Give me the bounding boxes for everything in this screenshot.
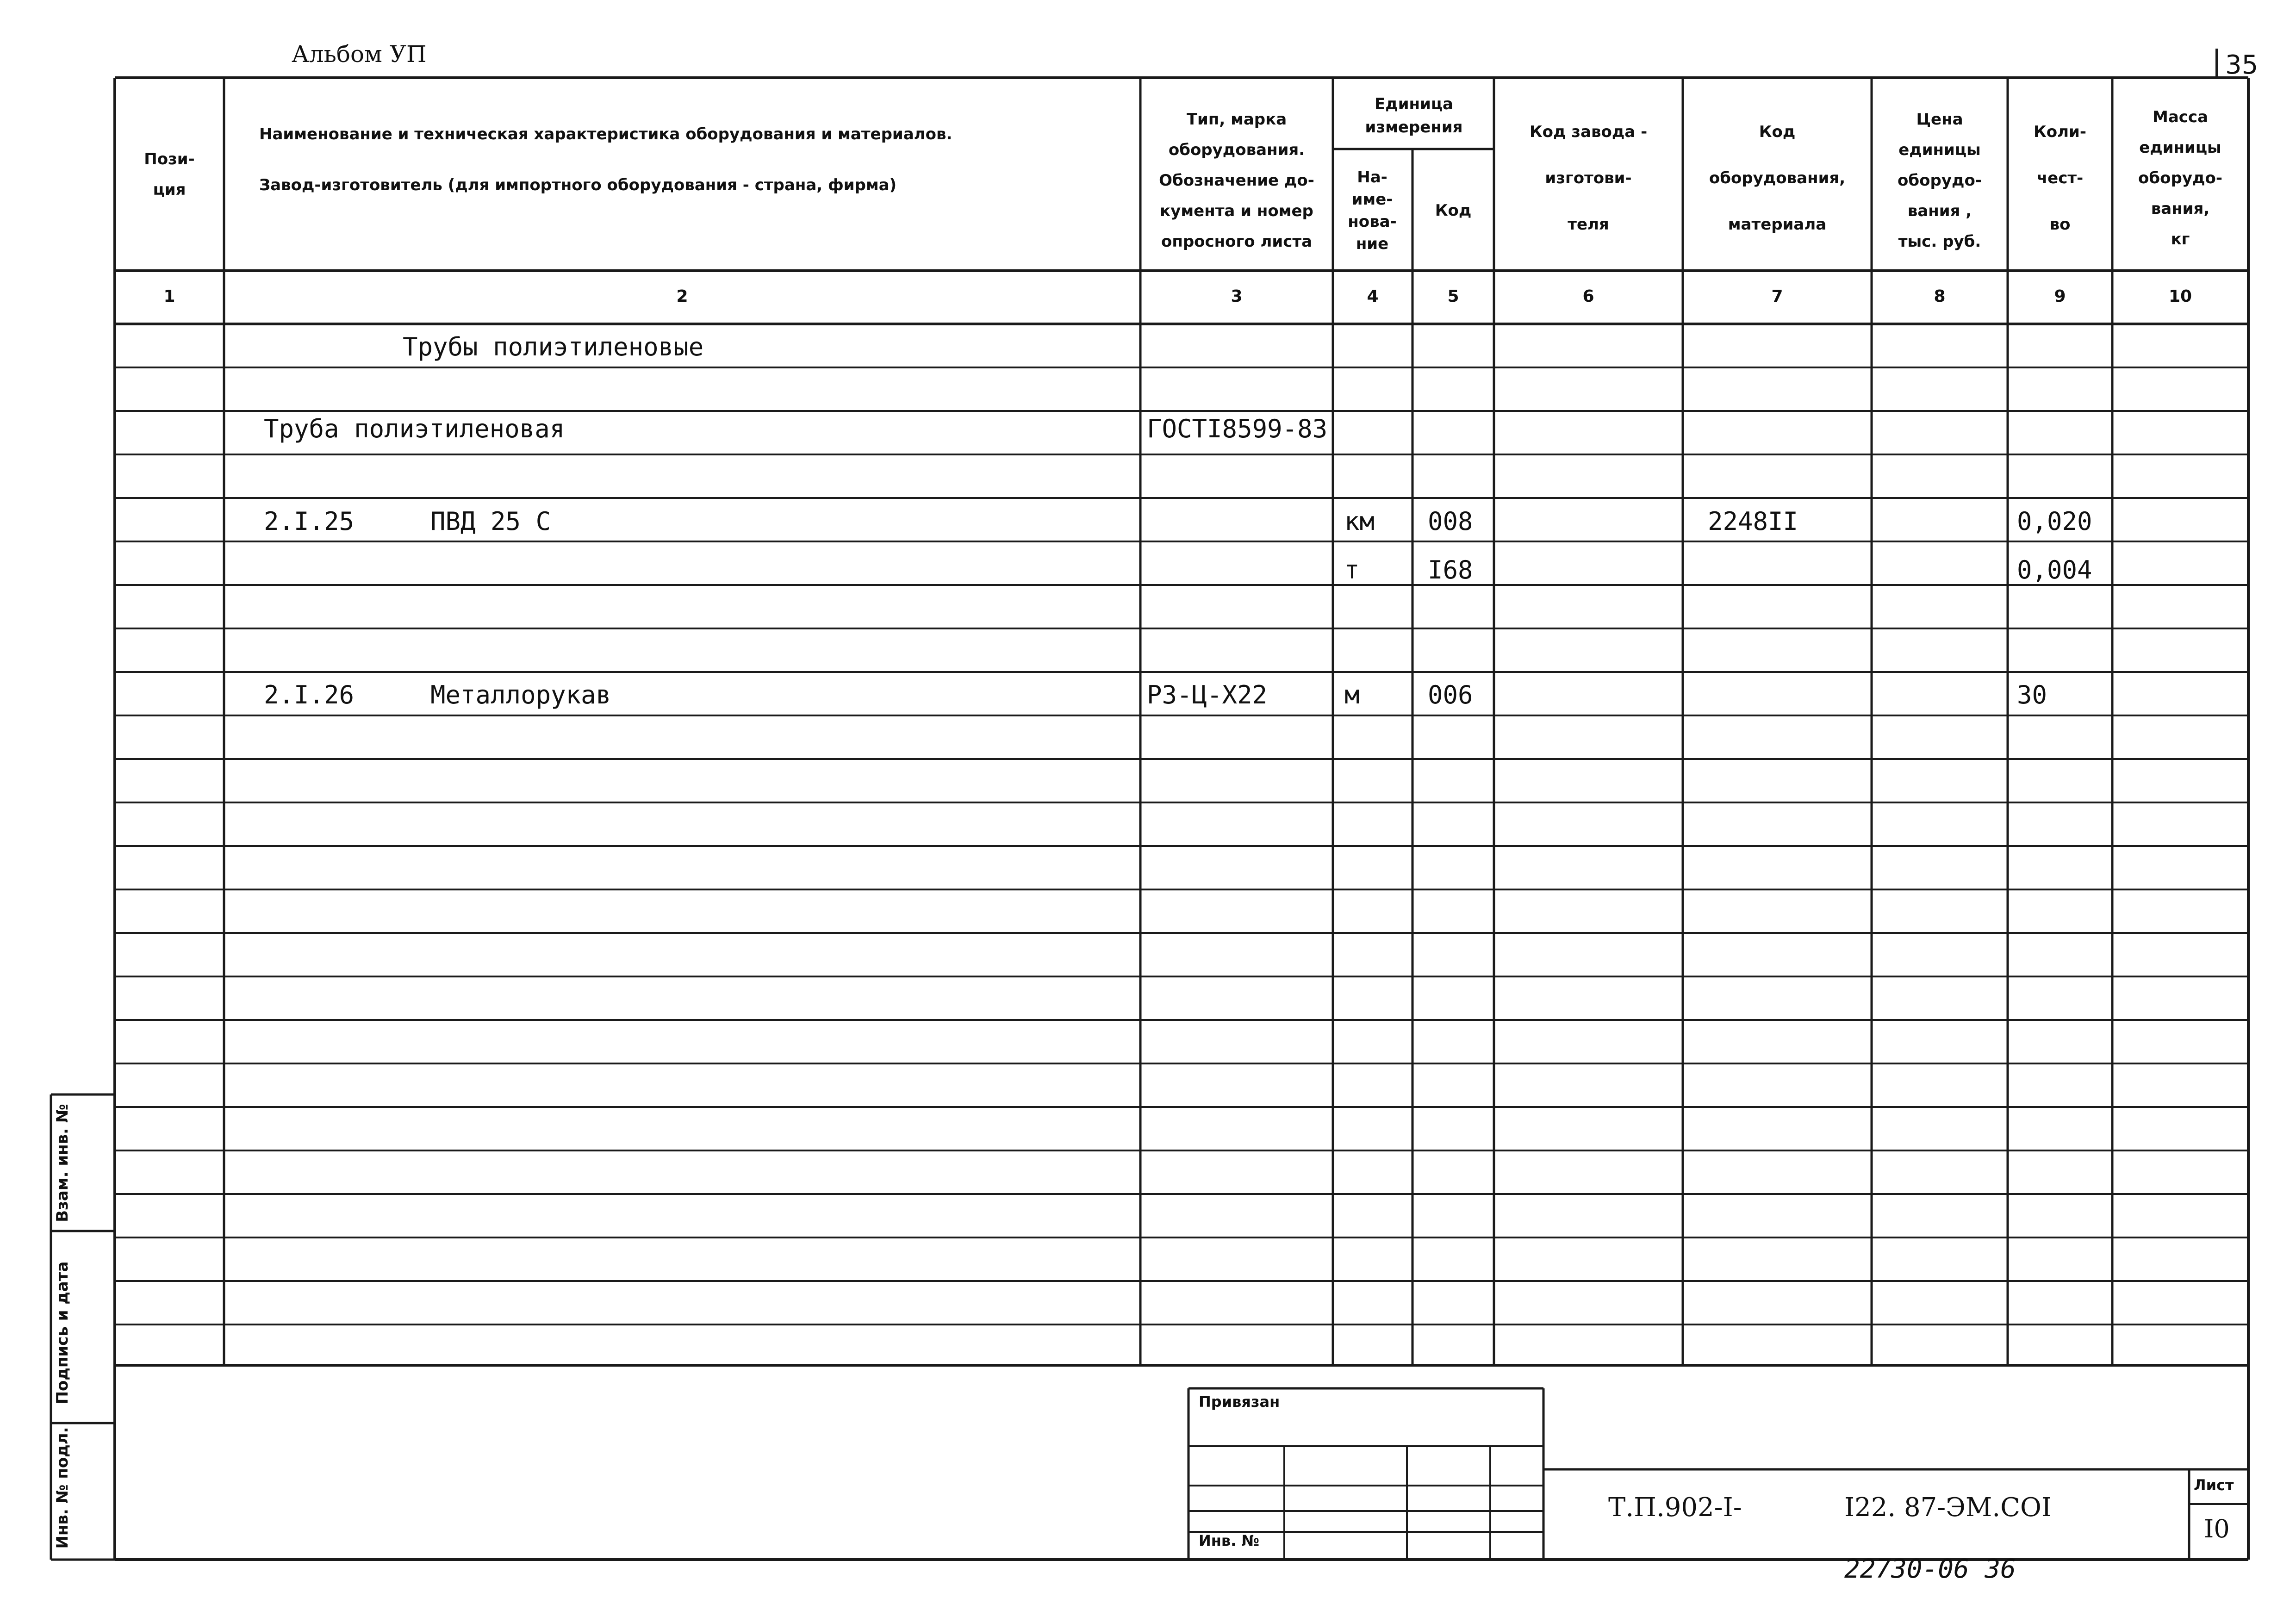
item-quantity: 0,004 [2017,555,2092,585]
sheet-label: Лист [2194,1476,2234,1494]
item-type: ГОСТI8599-83 [1147,414,1328,443]
colnum-9: 9 [2054,286,2066,306]
item-unit: т [1344,555,1360,585]
page-number: 35 [2225,50,2259,80]
header-col-8: Цена единицы оборудо- вания , тыс. руб. [1898,110,1982,251]
colnum-4: 4 [1367,286,1379,306]
inv-no-label: Инв. № [1199,1532,1259,1549]
item-unit: км [1344,507,1375,536]
colnum-3: 3 [1231,286,1243,306]
side-label-inv-podl: Инв. № подл. [53,1427,72,1549]
document-designation-right: I22. 87-ЭМ.СОI [1844,1492,2052,1523]
colnum-5: 5 [1447,286,1459,306]
header-col-2: Наименование и техническая характеристика оборудования и материалов. Завод-изготовитель (для импортного оборудования - страна, фирма) [259,125,952,194]
item-quantity: 0,020 [2017,507,2092,536]
item-quantity: 30 [2017,680,2047,709]
item-unit-code: I68 [1428,555,1473,585]
header-col-9: Коли- чест- во [2034,123,2086,234]
section-title: Трубы полиэтиленовые [403,332,704,361]
header-col-5: Код [1435,201,1472,220]
colnum-1: 1 [163,286,175,306]
album-label: Альбом УП [292,41,427,68]
item-material-code: 2248II [1708,507,1798,536]
colnum-10: 10 [2168,286,2192,306]
privyazan-label: Привязан [1199,1393,1280,1411]
header-col-6: Код завода - изготови- теля [1529,123,1648,234]
document-designation-left: Т.П.902-I- [1608,1492,1742,1523]
header-unit-group: Единица измерения [1365,95,1463,137]
colnum-6: 6 [1582,286,1594,306]
header-col-10: Масса единицы оборудо- вания, кг [2138,108,2222,249]
side-label-vzam-inv: Взам. инв. № [53,1104,72,1222]
header-col-1: Пози- ция [144,150,195,199]
item-unit-code: 008 [1428,507,1473,536]
header-col-4: На- име- нова- ние [1348,168,1397,253]
header-col-7: Код оборудования, материала [1709,123,1846,234]
colnum-7: 7 [1771,286,1783,306]
item-name: Металлорукав [430,680,611,709]
item-unit: м [1344,680,1360,709]
item-position: 2.I.25 [264,507,355,536]
item-name: ПВД 25 С [430,507,551,536]
item-position: 2.I.26 [264,680,355,709]
item-name: Труба полиэтиленовая [264,414,565,443]
sheet-number: I0 [2204,1514,2230,1543]
archive-stamp: 22730-06 36 [1844,1554,2016,1584]
item-type: Р3-Ц-Х22 [1147,680,1268,709]
header-col-3: Тип, марка оборудования. Обозначение до- кумента и номер опросного листа [1159,110,1314,251]
item-unit-code: 006 [1428,680,1473,709]
colnum-2: 2 [676,286,688,306]
colnum-8: 8 [1934,286,1946,306]
side-label-signature-date: Подпись и дата [53,1261,72,1405]
